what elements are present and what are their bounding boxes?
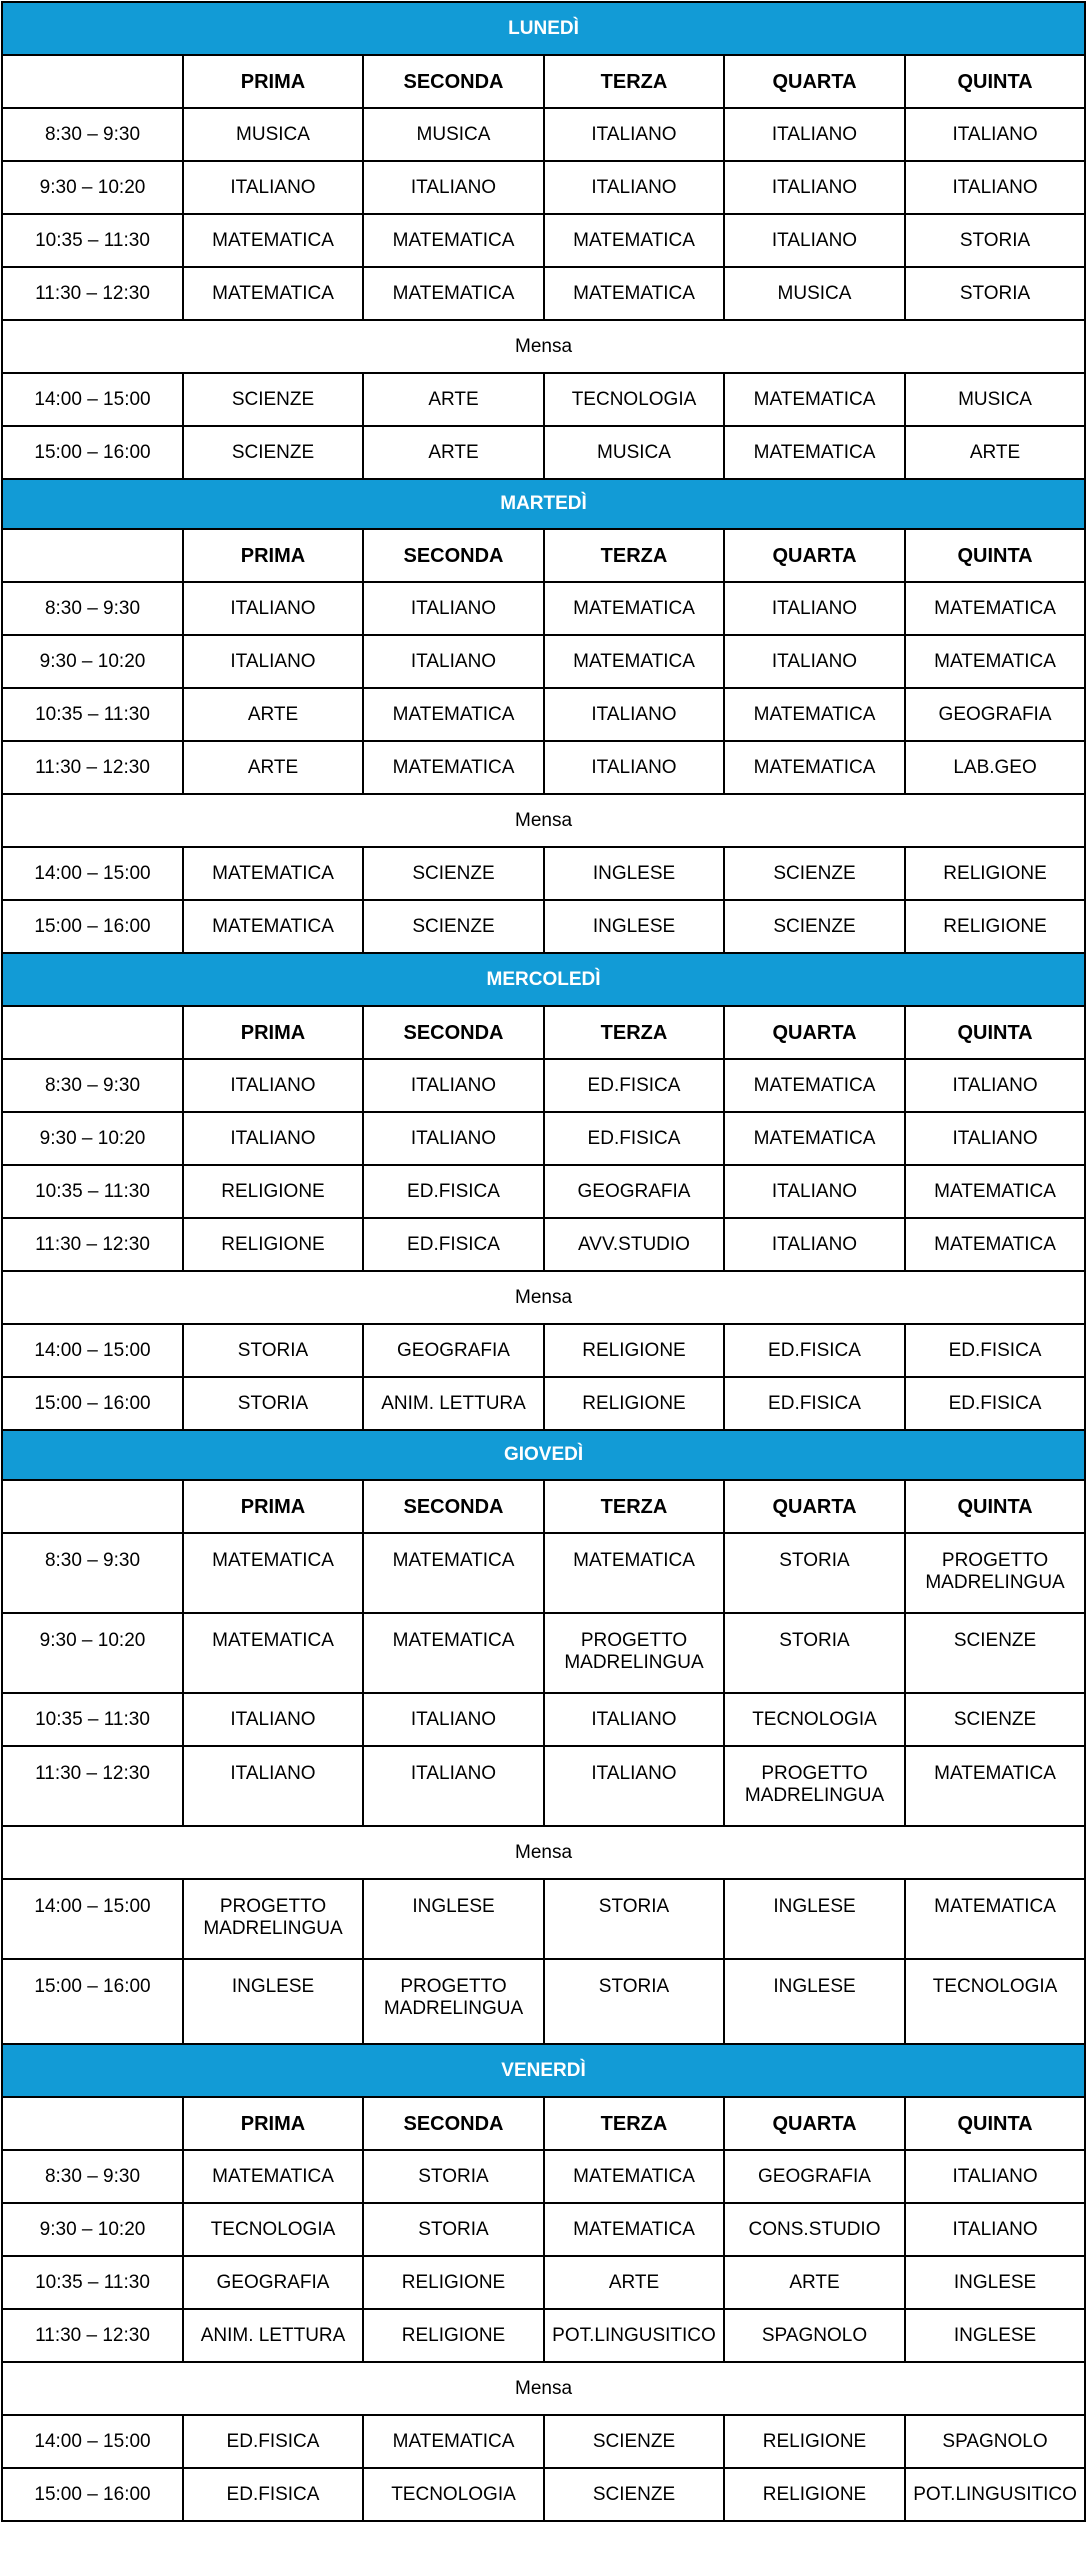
subject-cell: INGLESE	[363, 1879, 544, 1959]
lesson-row	[2, 1746, 1085, 1826]
subject-cell: INGLESE	[544, 847, 724, 900]
subject-cell: LAB.GEO	[905, 741, 1085, 794]
time-slot: 8:30 – 9:30	[2, 1059, 183, 1112]
time-slot: 9:30 – 10:20	[2, 1112, 183, 1165]
subject-cell: SCIENZE	[724, 900, 905, 953]
subject-cell: ARTE	[544, 2256, 724, 2309]
day-title: VENERDÌ	[2, 2044, 1085, 2097]
subject-cell: PROGETTO MADRELINGUA	[905, 1533, 1085, 1613]
weekly-timetable	[1, 1, 1086, 2522]
subject-cell: MATEMATICA	[544, 1533, 724, 1613]
subject-cell: ITALIANO	[724, 1218, 905, 1271]
lesson-row	[2, 1059, 1085, 1112]
subject-cell: STORIA	[363, 2203, 544, 2256]
subject-cell: MATEMATICA	[183, 900, 363, 953]
subject-cell: SCIENZE	[544, 2468, 724, 2521]
subject-cell: MATEMATICA	[183, 1613, 363, 1693]
subject-cell: TECNOLOGIA	[544, 373, 724, 426]
subject-cell: MATEMATICA	[363, 1613, 544, 1693]
subject-cell: GEOGRAFIA	[183, 2256, 363, 2309]
class-column-header: QUARTA	[724, 1480, 905, 1533]
time-slot: 11:30 – 12:30	[2, 1746, 183, 1826]
subject-cell: TECNOLOGIA	[724, 1693, 905, 1746]
subject-cell: MATEMATICA	[363, 214, 544, 267]
class-column-header: TERZA	[544, 55, 724, 108]
lunch-break-row	[2, 1826, 1085, 1879]
lesson-row	[2, 1377, 1085, 1430]
class-column-header: PRIMA	[183, 2097, 363, 2150]
subject-cell: MATEMATICA	[363, 1533, 544, 1613]
subject-cell: ITALIANO	[905, 1059, 1085, 1112]
subject-cell: ITALIANO	[183, 1693, 363, 1746]
subject-cell: ITALIANO	[183, 582, 363, 635]
subject-cell: MATEMATICA	[363, 741, 544, 794]
time-slot: 11:30 – 12:30	[2, 2309, 183, 2362]
lesson-row	[2, 900, 1085, 953]
time-header-cell	[2, 1480, 183, 1533]
lesson-row	[2, 2415, 1085, 2468]
lesson-row	[2, 2203, 1085, 2256]
time-slot: 11:30 – 12:30	[2, 1218, 183, 1271]
subject-cell: ITALIANO	[724, 214, 905, 267]
subject-cell: RELIGIONE	[905, 847, 1085, 900]
time-slot: 8:30 – 9:30	[2, 108, 183, 161]
subject-cell: GEOGRAFIA	[363, 1324, 544, 1377]
subject-cell: ITALIANO	[724, 108, 905, 161]
subject-cell: ITALIANO	[905, 2203, 1085, 2256]
subject-cell: MATEMATICA	[183, 847, 363, 900]
time-slot: 11:30 – 12:30	[2, 741, 183, 794]
subject-cell: ED.FISICA	[905, 1324, 1085, 1377]
subject-cell: STORIA	[544, 1879, 724, 1959]
time-header-cell	[2, 2097, 183, 2150]
class-column-header: TERZA	[544, 529, 724, 582]
subject-cell: ED.FISICA	[544, 1059, 724, 1112]
subject-cell: ITALIANO	[363, 1746, 544, 1826]
time-slot: 9:30 – 10:20	[2, 2203, 183, 2256]
subject-cell: POT.LINGUSITICO	[544, 2309, 724, 2362]
lesson-row	[2, 688, 1085, 741]
class-column-header: QUARTA	[724, 529, 905, 582]
time-header-cell	[2, 1006, 183, 1059]
subject-cell: STORIA	[183, 1324, 363, 1377]
subject-cell: MATEMATICA	[905, 1165, 1085, 1218]
subject-cell: MATEMATICA	[544, 2150, 724, 2203]
subject-cell: MATEMATICA	[905, 635, 1085, 688]
day-header-row	[2, 479, 1085, 529]
subject-cell: RELIGIONE	[183, 1165, 363, 1218]
subject-cell: INGLESE	[183, 1959, 363, 2044]
subject-cell: STORIA	[905, 214, 1085, 267]
class-column-header: PRIMA	[183, 529, 363, 582]
time-slot: 10:35 – 11:30	[2, 2256, 183, 2309]
subject-cell: GEOGRAFIA	[905, 688, 1085, 741]
subject-cell: RELIGIONE	[183, 1218, 363, 1271]
lunch-break-row	[2, 2362, 1085, 2415]
subject-cell: ITALIANO	[363, 582, 544, 635]
subject-cell: ITALIANO	[905, 1112, 1085, 1165]
class-column-header: QUINTA	[905, 1006, 1085, 1059]
subject-cell: RELIGIONE	[724, 2415, 905, 2468]
subject-cell: ANIM. LETTURA	[183, 2309, 363, 2362]
lesson-row	[2, 2309, 1085, 2362]
subject-cell: ITALIANO	[544, 1746, 724, 1826]
subject-cell: ARTE	[363, 426, 544, 479]
time-slot: 14:00 – 15:00	[2, 847, 183, 900]
subject-cell: MATEMATICA	[905, 1746, 1085, 1826]
time-slot: 10:35 – 11:30	[2, 1693, 183, 1746]
day-header-row	[2, 2, 1085, 55]
subject-cell: MATEMATICA	[724, 426, 905, 479]
subject-cell: MATEMATICA	[724, 373, 905, 426]
class-header-row	[2, 2097, 1085, 2150]
subject-cell: SPAGNOLO	[905, 2415, 1085, 2468]
subject-cell: ED.FISICA	[724, 1324, 905, 1377]
subject-cell: MUSICA	[544, 426, 724, 479]
time-slot: 10:35 – 11:30	[2, 1165, 183, 1218]
class-column-header: QUINTA	[905, 1480, 1085, 1533]
subject-cell: ITALIANO	[544, 741, 724, 794]
subject-cell: SCIENZE	[183, 373, 363, 426]
class-column-header: PRIMA	[183, 55, 363, 108]
lesson-row	[2, 2468, 1085, 2521]
time-slot: 15:00 – 16:00	[2, 1377, 183, 1430]
subject-cell: ITALIANO	[363, 635, 544, 688]
subject-cell: ITALIANO	[724, 635, 905, 688]
subject-cell: RELIGIONE	[905, 900, 1085, 953]
lesson-row	[2, 847, 1085, 900]
subject-cell: MUSICA	[905, 373, 1085, 426]
class-column-header: QUINTA	[905, 55, 1085, 108]
class-column-header: QUINTA	[905, 2097, 1085, 2150]
subject-cell: TECNOLOGIA	[905, 1959, 1085, 2044]
lunch-break-label: Mensa	[2, 2362, 1085, 2415]
subject-cell: ARTE	[724, 2256, 905, 2309]
subject-cell: MATEMATICA	[183, 2150, 363, 2203]
subject-cell: MATEMATICA	[905, 582, 1085, 635]
subject-cell: SPAGNOLO	[724, 2309, 905, 2362]
class-column-header: QUINTA	[905, 529, 1085, 582]
subject-cell: MATEMATICA	[724, 741, 905, 794]
class-column-header: TERZA	[544, 1480, 724, 1533]
subject-cell: SCIENZE	[724, 847, 905, 900]
class-column-header: QUARTA	[724, 2097, 905, 2150]
day-header-row	[2, 1430, 1085, 1480]
day-title: MARTEDÌ	[2, 479, 1085, 529]
subject-cell: ED.FISICA	[544, 1112, 724, 1165]
subject-cell: SCIENZE	[183, 426, 363, 479]
lesson-row	[2, 582, 1085, 635]
lunch-break-label: Mensa	[2, 1271, 1085, 1324]
subject-cell: INGLESE	[544, 900, 724, 953]
lunch-break-row	[2, 320, 1085, 373]
class-column-header: SECONDA	[363, 2097, 544, 2150]
subject-cell: MATEMATICA	[363, 2415, 544, 2468]
lesson-row	[2, 1959, 1085, 2044]
class-header-row	[2, 1480, 1085, 1533]
class-column-header: TERZA	[544, 2097, 724, 2150]
subject-cell: PROGETTO MADRELINGUA	[544, 1613, 724, 1693]
subject-cell: TECNOLOGIA	[363, 2468, 544, 2521]
subject-cell: INGLESE	[905, 2256, 1085, 2309]
lesson-row	[2, 1693, 1085, 1746]
subject-cell: RELIGIONE	[363, 2256, 544, 2309]
lesson-row	[2, 635, 1085, 688]
subject-cell: ARTE	[183, 688, 363, 741]
lesson-row	[2, 1879, 1085, 1959]
class-column-header: TERZA	[544, 1006, 724, 1059]
subject-cell: ITALIANO	[905, 161, 1085, 214]
lesson-row	[2, 1613, 1085, 1693]
class-column-header: SECONDA	[363, 1006, 544, 1059]
time-slot: 10:35 – 11:30	[2, 214, 183, 267]
subject-cell: MATEMATICA	[183, 267, 363, 320]
lunch-break-label: Mensa	[2, 794, 1085, 847]
lesson-row	[2, 2150, 1085, 2203]
subject-cell: ANIM. LETTURA	[363, 1377, 544, 1430]
subject-cell: AVV.STUDIO	[544, 1218, 724, 1271]
time-slot: 8:30 – 9:30	[2, 1533, 183, 1613]
subject-cell: ITALIANO	[363, 1059, 544, 1112]
time-slot: 10:35 – 11:30	[2, 688, 183, 741]
lunch-break-label: Mensa	[2, 320, 1085, 373]
subject-cell: RELIGIONE	[724, 2468, 905, 2521]
subject-cell: ITALIANO	[905, 108, 1085, 161]
lesson-row	[2, 1165, 1085, 1218]
subject-cell: MATEMATICA	[544, 2203, 724, 2256]
subject-cell: STORIA	[544, 1959, 724, 2044]
subject-cell: ITALIANO	[183, 1112, 363, 1165]
subject-cell: MUSICA	[183, 108, 363, 161]
lesson-row	[2, 1112, 1085, 1165]
subject-cell: SCIENZE	[905, 1613, 1085, 1693]
time-slot: 14:00 – 15:00	[2, 373, 183, 426]
subject-cell: ITALIANO	[544, 108, 724, 161]
time-slot: 14:00 – 15:00	[2, 1324, 183, 1377]
subject-cell: MATEMATICA	[544, 582, 724, 635]
time-slot: 15:00 – 16:00	[2, 2468, 183, 2521]
subject-cell: SCIENZE	[544, 2415, 724, 2468]
subject-cell: ITALIANO	[363, 161, 544, 214]
time-slot: 11:30 – 12:30	[2, 267, 183, 320]
subject-cell: MATEMATICA	[183, 214, 363, 267]
subject-cell: SCIENZE	[363, 847, 544, 900]
subject-cell: MUSICA	[363, 108, 544, 161]
subject-cell: ITALIANO	[183, 1059, 363, 1112]
lunch-break-row	[2, 1271, 1085, 1324]
subject-cell: MATEMATICA	[544, 635, 724, 688]
time-header-cell	[2, 529, 183, 582]
timetable-body	[2, 2, 1085, 2521]
subject-cell: TECNOLOGIA	[183, 2203, 363, 2256]
subject-cell: SCIENZE	[905, 1693, 1085, 1746]
subject-cell: ITALIANO	[724, 582, 905, 635]
class-column-header: SECONDA	[363, 1480, 544, 1533]
lunch-break-label: Mensa	[2, 1826, 1085, 1879]
subject-cell: ITALIANO	[183, 635, 363, 688]
subject-cell: ITALIANO	[724, 161, 905, 214]
day-header-row	[2, 2044, 1085, 2097]
subject-cell: ITALIANO	[905, 2150, 1085, 2203]
subject-cell: RELIGIONE	[544, 1377, 724, 1430]
subject-cell: GEOGRAFIA	[544, 1165, 724, 1218]
subject-cell: ITALIANO	[363, 1693, 544, 1746]
subject-cell: ARTE	[905, 426, 1085, 479]
lesson-row	[2, 214, 1085, 267]
time-slot: 15:00 – 16:00	[2, 900, 183, 953]
subject-cell: MATEMATICA	[363, 688, 544, 741]
subject-cell: MATEMATICA	[544, 214, 724, 267]
subject-cell: MATEMATICA	[724, 1112, 905, 1165]
day-title: MERCOLEDÌ	[2, 953, 1085, 1006]
subject-cell: STORIA	[724, 1533, 905, 1613]
time-slot: 14:00 – 15:00	[2, 1879, 183, 1959]
time-slot: 9:30 – 10:20	[2, 635, 183, 688]
class-header-row	[2, 1006, 1085, 1059]
lesson-row	[2, 373, 1085, 426]
time-slot: 9:30 – 10:20	[2, 161, 183, 214]
class-column-header: SECONDA	[363, 529, 544, 582]
lunch-break-row	[2, 794, 1085, 847]
lesson-row	[2, 267, 1085, 320]
subject-cell: MATEMATICA	[724, 688, 905, 741]
subject-cell: SCIENZE	[363, 900, 544, 953]
time-slot: 9:30 – 10:20	[2, 1613, 183, 1693]
lesson-row	[2, 2256, 1085, 2309]
subject-cell: STORIA	[724, 1613, 905, 1693]
day-title: LUNEDÌ	[2, 2, 1085, 55]
class-column-header: PRIMA	[183, 1480, 363, 1533]
time-slot: 15:00 – 16:00	[2, 1959, 183, 2044]
subject-cell: MATEMATICA	[183, 1533, 363, 1613]
subject-cell: INGLESE	[724, 1879, 905, 1959]
day-title: GIOVEDÌ	[2, 1430, 1085, 1480]
lesson-row	[2, 108, 1085, 161]
subject-cell: ITALIANO	[544, 1693, 724, 1746]
subject-cell: STORIA	[905, 267, 1085, 320]
class-column-header: PRIMA	[183, 1006, 363, 1059]
subject-cell: MATEMATICA	[905, 1218, 1085, 1271]
subject-cell: INGLESE	[905, 2309, 1085, 2362]
subject-cell: ITALIANO	[544, 688, 724, 741]
class-column-header: QUARTA	[724, 55, 905, 108]
subject-cell: ED.FISICA	[724, 1377, 905, 1430]
time-slot: 15:00 – 16:00	[2, 426, 183, 479]
subject-cell: ITALIANO	[183, 161, 363, 214]
subject-cell: RELIGIONE	[544, 1324, 724, 1377]
lesson-row	[2, 1533, 1085, 1613]
time-slot: 8:30 – 9:30	[2, 2150, 183, 2203]
class-header-row	[2, 55, 1085, 108]
subject-cell: ARTE	[363, 373, 544, 426]
subject-cell: ITALIANO	[183, 1746, 363, 1826]
day-header-row	[2, 953, 1085, 1006]
subject-cell: PROGETTO MADRELINGUA	[363, 1959, 544, 2044]
time-header-cell	[2, 55, 183, 108]
lesson-row	[2, 1218, 1085, 1271]
subject-cell: RELIGIONE	[363, 2309, 544, 2362]
subject-cell: MATEMATICA	[724, 1059, 905, 1112]
lesson-row	[2, 741, 1085, 794]
subject-cell: STORIA	[363, 2150, 544, 2203]
subject-cell: ED.FISICA	[183, 2468, 363, 2521]
subject-cell: ED.FISICA	[183, 2415, 363, 2468]
subject-cell: ED.FISICA	[905, 1377, 1085, 1430]
time-slot: 8:30 – 9:30	[2, 582, 183, 635]
class-header-row	[2, 529, 1085, 582]
lesson-row	[2, 161, 1085, 214]
subject-cell: ITALIANO	[363, 1112, 544, 1165]
subject-cell: POT.LINGUSITICO	[905, 2468, 1085, 2521]
lesson-row	[2, 1324, 1085, 1377]
subject-cell: GEOGRAFIA	[724, 2150, 905, 2203]
subject-cell: INGLESE	[724, 1959, 905, 2044]
time-slot: 14:00 – 15:00	[2, 2415, 183, 2468]
subject-cell: ITALIANO	[724, 1165, 905, 1218]
subject-cell: ARTE	[183, 741, 363, 794]
class-column-header: SECONDA	[363, 55, 544, 108]
subject-cell: MATEMATICA	[363, 267, 544, 320]
subject-cell: STORIA	[183, 1377, 363, 1430]
lesson-row	[2, 426, 1085, 479]
subject-cell: MATEMATICA	[905, 1879, 1085, 1959]
subject-cell: ED.FISICA	[363, 1165, 544, 1218]
subject-cell: MATEMATICA	[544, 267, 724, 320]
subject-cell: ITALIANO	[544, 161, 724, 214]
subject-cell: MUSICA	[724, 267, 905, 320]
subject-cell: PROGETTO MADRELINGUA	[724, 1746, 905, 1826]
class-column-header: QUARTA	[724, 1006, 905, 1059]
subject-cell: ED.FISICA	[363, 1218, 544, 1271]
subject-cell: PROGETTO MADRELINGUA	[183, 1879, 363, 1959]
subject-cell: CONS.STUDIO	[724, 2203, 905, 2256]
